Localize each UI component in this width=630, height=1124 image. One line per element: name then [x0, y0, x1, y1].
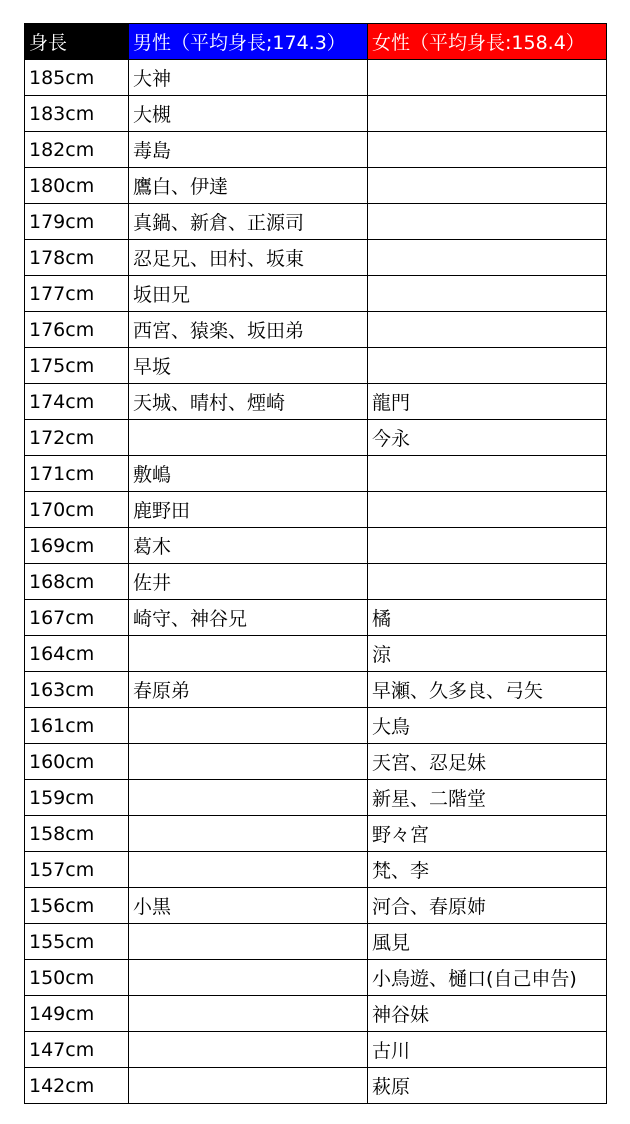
female-names-cell: 神谷妹: [368, 996, 607, 1032]
table-row: [25, 132, 607, 168]
table-row: [25, 420, 607, 456]
height-cell: 168cm: [25, 564, 129, 600]
female-names-cell: 風見: [368, 924, 607, 960]
male-names-cell: [129, 960, 368, 996]
height-cell: 185cm: [25, 60, 129, 96]
female-names-cell: [368, 132, 607, 168]
table-row: [25, 492, 607, 528]
female-names-cell: [368, 276, 607, 312]
table-row: [25, 1032, 607, 1068]
height-cell: 163cm: [25, 672, 129, 708]
female-names-cell: 橘: [368, 600, 607, 636]
table-row: [25, 60, 607, 96]
table-row: [25, 96, 607, 132]
male-names-cell: 春原弟: [129, 672, 368, 708]
header-row: [25, 24, 607, 60]
table-row: [25, 528, 607, 564]
female-names-cell: [368, 60, 607, 96]
male-names-cell: [129, 636, 368, 672]
table-row: [25, 1068, 607, 1104]
height-cell: 164cm: [25, 636, 129, 672]
height-cell: 171cm: [25, 456, 129, 492]
male-names-cell: [129, 816, 368, 852]
table-row: [25, 204, 607, 240]
male-names-cell: [129, 420, 368, 456]
height-cell: 183cm: [25, 96, 129, 132]
female-names-cell: [368, 492, 607, 528]
female-names-cell: [368, 204, 607, 240]
male-names-cell: [129, 852, 368, 888]
female-names-cell: [368, 240, 607, 276]
table-row: [25, 816, 607, 852]
male-names-cell: 坂田兄: [129, 276, 368, 312]
female-names-cell: 野々宮: [368, 816, 607, 852]
male-names-cell: 早坂: [129, 348, 368, 384]
female-names-cell: 梵、李: [368, 852, 607, 888]
height-cell: 150cm: [25, 960, 129, 996]
female-names-cell: 涼: [368, 636, 607, 672]
female-names-cell: 河合、春原姉: [368, 888, 607, 924]
female-names-cell: 大鳥: [368, 708, 607, 744]
female-names-cell: 新星、二階堂: [368, 780, 607, 816]
female-names-cell: 早瀬、久多良、弓矢: [368, 672, 607, 708]
height-cell: 179cm: [25, 204, 129, 240]
male-names-cell: 忍足兄、田村、坂東: [129, 240, 368, 276]
height-table: [24, 23, 607, 1104]
table-row: [25, 888, 607, 924]
height-cell: 169cm: [25, 528, 129, 564]
male-names-cell: 敷嶋: [129, 456, 368, 492]
male-names-cell: 鹿野田: [129, 492, 368, 528]
male-names-cell: 西宮、猿楽、坂田弟: [129, 312, 368, 348]
height-cell: 182cm: [25, 132, 129, 168]
height-cell: 172cm: [25, 420, 129, 456]
table-row: [25, 456, 607, 492]
female-names-cell: [368, 168, 607, 204]
female-names-cell: 萩原: [368, 1068, 607, 1104]
male-names-cell: [129, 996, 368, 1032]
female-names-cell: 天宮、忍足妹: [368, 744, 607, 780]
header-height: 身長: [25, 24, 129, 60]
height-cell: 158cm: [25, 816, 129, 852]
height-cell: 175cm: [25, 348, 129, 384]
male-names-cell: [129, 780, 368, 816]
height-cell: 142cm: [25, 1068, 129, 1104]
table-row: [25, 924, 607, 960]
height-cell: 156cm: [25, 888, 129, 924]
table-row: [25, 636, 607, 672]
table-row: [25, 996, 607, 1032]
height-cell: 149cm: [25, 996, 129, 1032]
height-cell: 180cm: [25, 168, 129, 204]
height-cell: 159cm: [25, 780, 129, 816]
height-cell: 147cm: [25, 1032, 129, 1068]
height-cell: 174cm: [25, 384, 129, 420]
male-names-cell: [129, 924, 368, 960]
table-body: [25, 60, 607, 1104]
header-male: 男性（平均身長;174.3）: [129, 24, 368, 60]
female-names-cell: 今永: [368, 420, 607, 456]
table-row: [25, 780, 607, 816]
table-row: [25, 240, 607, 276]
table-row: [25, 960, 607, 996]
female-names-cell: 小鳥遊、樋口(自己申告): [368, 960, 607, 996]
table-row: [25, 600, 607, 636]
table-row: [25, 708, 607, 744]
height-cell: 160cm: [25, 744, 129, 780]
male-names-cell: [129, 708, 368, 744]
height-cell: 155cm: [25, 924, 129, 960]
female-names-cell: [368, 348, 607, 384]
table-header: [25, 24, 607, 60]
table-row: [25, 672, 607, 708]
female-names-cell: [368, 564, 607, 600]
header-female: 女性（平均身長:158.4）: [368, 24, 607, 60]
table-row: [25, 276, 607, 312]
male-names-cell: 小黒: [129, 888, 368, 924]
table-row: [25, 564, 607, 600]
male-names-cell: 毒島: [129, 132, 368, 168]
male-names-cell: 大神: [129, 60, 368, 96]
height-cell: 167cm: [25, 600, 129, 636]
female-names-cell: [368, 312, 607, 348]
table-row: [25, 312, 607, 348]
female-names-cell: 古川: [368, 1032, 607, 1068]
male-names-cell: 真鍋、新倉、正源司: [129, 204, 368, 240]
female-names-cell: [368, 456, 607, 492]
male-names-cell: 鷹白、伊達: [129, 168, 368, 204]
table-row: [25, 384, 607, 420]
table-row: [25, 744, 607, 780]
male-names-cell: [129, 1032, 368, 1068]
table-row: [25, 852, 607, 888]
height-cell: 176cm: [25, 312, 129, 348]
height-cell: 170cm: [25, 492, 129, 528]
female-names-cell: [368, 96, 607, 132]
male-names-cell: 天城、晴村、煙崎: [129, 384, 368, 420]
male-names-cell: 大槻: [129, 96, 368, 132]
height-cell: 161cm: [25, 708, 129, 744]
female-names-cell: 龍門: [368, 384, 607, 420]
male-names-cell: 葛木: [129, 528, 368, 564]
male-names-cell: 崎守、神谷兄: [129, 600, 368, 636]
height-cell: 157cm: [25, 852, 129, 888]
height-cell: 177cm: [25, 276, 129, 312]
male-names-cell: [129, 1068, 368, 1104]
table-row: [25, 168, 607, 204]
table-row: [25, 348, 607, 384]
male-names-cell: [129, 744, 368, 780]
male-names-cell: 佐井: [129, 564, 368, 600]
height-cell: 178cm: [25, 240, 129, 276]
female-names-cell: [368, 528, 607, 564]
